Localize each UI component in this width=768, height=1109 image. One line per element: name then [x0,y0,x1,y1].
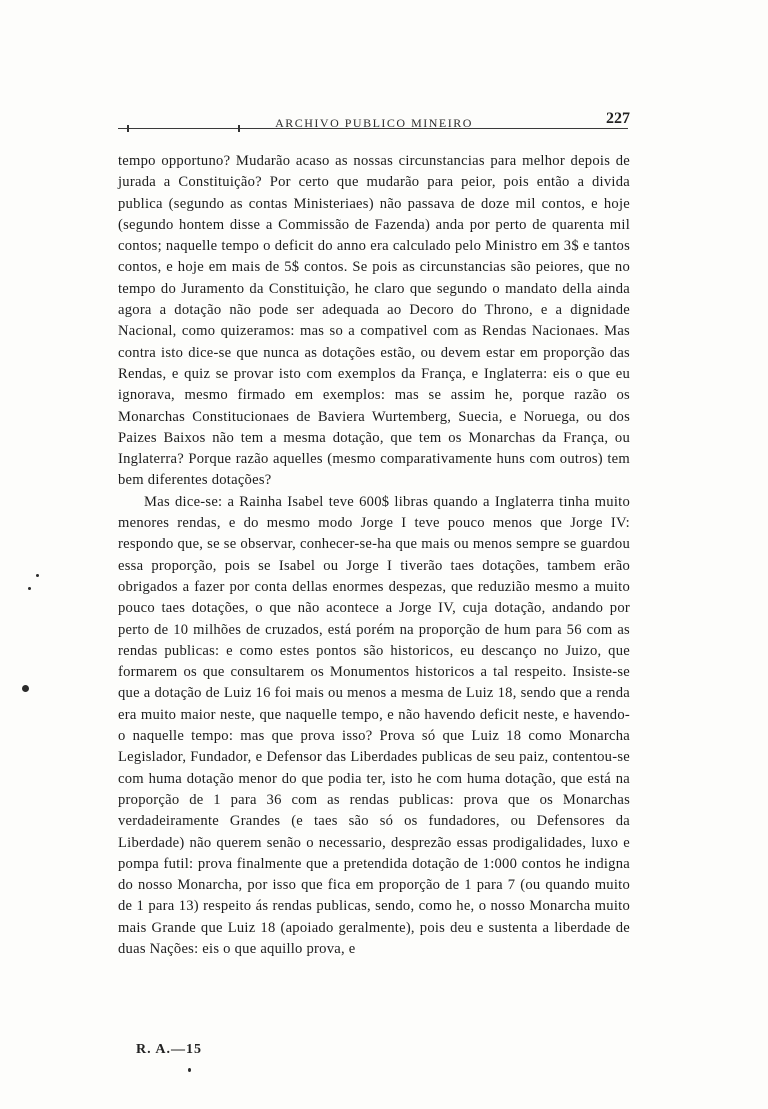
ink-speck [188,1068,191,1072]
page-number: 227 [606,110,630,127]
ink-speck [22,685,29,692]
paragraph: Mas dice-se: a Rainha Isabel teve 600$ libras quando a Inglaterra tinha muito menores rendas, e do mesmo modo Jorge I teve pouco menos que Jorge IV: respondo que, se se observar, conhecer-se-ha que mais ou menos sempre se guardou essa proporção, pois se Isabel ou Jorge I tiverão taes dotações, tambem erão obrigados a fazer por conta dellas enormes despezas, que reduzião mesmo a muito pouco taes dotações, o que não acontece a Jorge IV, cuja dotação, andando por perto de 10 milhões de cruzados, está porém na proporção de hum para 56 com as rendas publicas: e como estes pontos são historicos, eu descanço no Juizo, que formarem os que consultarem os Monumentos historicos a tal respeito. Insiste-se que a dotação de Luiz 16 foi mais ou menos a mesma de Luiz 18, sendo que a renda era muito maior neste, que naquelle tempo, e não havendo deficit neste, e havendo-o naquelle tempo: mas que prova isso? Prova só que Luiz 18 como Monarcha Legislador, Fundador, e Defensor das Liberdades publicas de seu paiz, contentou-se com huma dotação menor do que podia ter, isto he com huma dotação, que está na proporção de 1 para 36 com as rendas publicas: prova que os Monarchas verdadeiramente Grandes (e taes são só os fundadores, ou Defensores da Liberdade) não querem senão o necessario, desprezão essas prodigalidades, luxo e pompa futil: prova finalmente que a pretendida dotação de 1:000 contos he indigna do nosso Monarcha, por isso que fica em proporção de 1 para 7 (ou quando muito de 1 para 13) respeito ás rendas publicas, sendo, como he, o nosso Monarcha muito mais Grande que Luiz 18 (apoiado geralmente), pois deu e sustenta a liberdade de duas Nações: eis o que aquillo prova, e [118,493,630,957]
paragraph: tempo opportuno? Mudarão acaso as nossas circunstancias para melhor depois de jurada a Constituição? Por certo que mudarão para peior, pois então a divida publica (segundo as contas Ministeriaes) não passava de doze mil contos, e hoje (segundo hontem disse a Commissão de Fazenda) anda por perto de quarenta mil contos; naquelle tempo o deficit do anno era calculado pelo Ministro em 3$ e tantos contos, e hoje em mais de 5$ contos. Se pois as circunstancias são peiores, que no tempo do Juramento da Constituição, he claro que segundo o mandato della ainda agora a dotação não pode ser adequada ao Decoro do Throno, e a dignidade Nacional, como quizeramos: mas so a compativel com as Rendas Nacionaes. Mas contra isto dice-se que nunca as dotações estão, ou devem estar em proporção das Rendas, e quiz se provar isto com exemplos da França, e Inglaterra: eis o que eu ignorava, mesmo firmado em exemplos: mas se assim he, porque razão os Monarchas Constitucionaes de Baviera Wurtemberg, Suecia, e Noruega, ou dos Paizes Baixos não tem a mesma dotação, que tem os Monarchas da França, ou Inglaterra? Porque razão aquelles (mesmo comparativamente huns com outros) tem bem diferentes dotações? [118,153,630,489]
running-head [118,110,630,134]
running-title: ARCHIVO PUBLICO MINEIRO [275,116,473,130]
ink-speck [28,587,31,590]
body-text [118,151,630,960]
rule-tick-mark [238,125,240,132]
header-rule [118,128,628,129]
ink-speck [36,574,39,577]
rule-tick-mark [127,125,129,132]
signature-mark: R. A.—15 [136,1042,202,1057]
